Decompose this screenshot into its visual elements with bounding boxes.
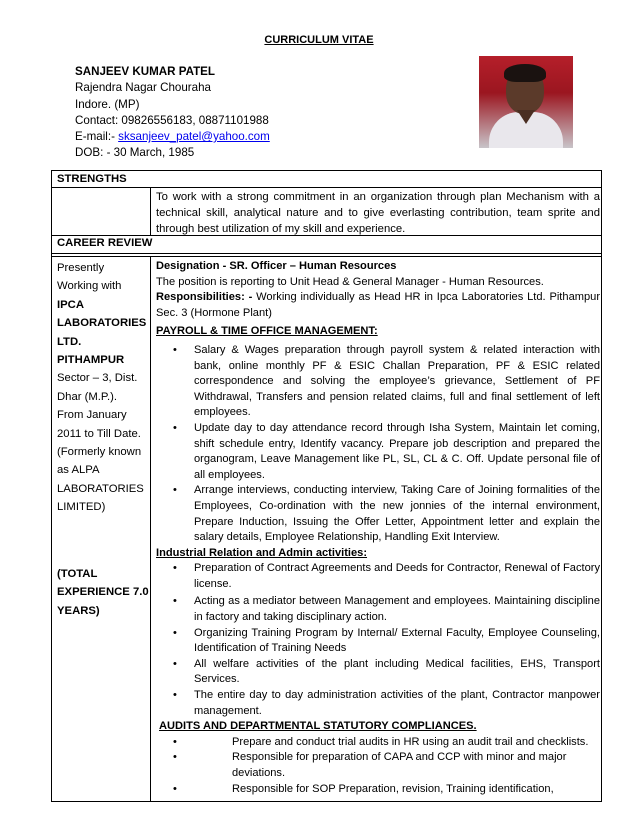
date-of-birth: DOB: - 30 March, 1985: [75, 146, 195, 160]
list-item: • Responsible for SOP Preparation, revision, Training identification,: [156, 782, 600, 798]
list-item: • The entire day to day administration activities of the plant, Contractor manpower management.: [156, 688, 600, 719]
company-location: Sector – 3, Dist. Dhar (M.P.).: [57, 372, 138, 403]
document-title: CURRICULUM VITAE: [264, 34, 374, 46]
contact-numbers: Contact: 09826556183, 08871101988: [75, 113, 269, 127]
company-location-bold: PITHAMPUR: [57, 354, 125, 367]
address-line-1: Rajendra Nagar Chouraha: [75, 81, 211, 95]
responsibilities: [156, 290, 600, 321]
audits-heading: AUDITS AND DEPARTMENTAL STATUTORY COMPLIANCES.: [159, 720, 477, 733]
candidate-name: SANJEEV KUMAR PATEL: [75, 65, 215, 78]
job-details: [156, 259, 600, 797]
list-item: • Prepare and conduct trial audits in HR using an audit trail and checklists.: [156, 735, 600, 751]
responsibilities-label: Responsibilities: -: [156, 291, 257, 304]
list-item: • All welfare activities of the plant including Medical facilities, EHS, Transport Services.: [156, 657, 600, 688]
list-item: • Organizing Training Program by Internal/ External Faculty, Employee Counseling, Identification of Training Needs: [156, 626, 600, 657]
list-item: • Update day to day attendance record through Isha System, Maintain let coming, shift schedule entry, Identify vacancy. Prepare job description and prepared the organogram, Leave Management like PL, SL, CL & C. Off. Update personal file of all employees.: [156, 421, 600, 483]
email-label: E-mail:-: [75, 130, 119, 144]
address-line-2: Indore. (MP): [75, 97, 140, 111]
company-name: IPCA LABORATORIES LTD.: [57, 298, 147, 348]
profile-photo: [479, 56, 573, 148]
working-with-text: Working with: [57, 280, 122, 293]
cv-table: [51, 170, 602, 802]
former-name: (Formerly known as ALPA LABORATORIES LIMITED): [57, 446, 144, 514]
responsibilities-text: Working individually as Head HR in Ipca Laboratories Ltd. Pithampur Sec. 3 (Hormone Plant): [156, 291, 601, 319]
list-item: • Responsible for preparation of CAPA and CCP with minor and major deviations.: [156, 750, 600, 781]
presently-text: Presently: [57, 262, 105, 274]
audits-list: [156, 735, 600, 797]
payroll-heading: PAYROLL & TIME OFFICE MANAGEMENT:: [156, 325, 378, 338]
contact-block: [75, 64, 270, 162]
total-experience: (TOTAL EXPERIENCE 7.0 YEARS): [57, 567, 149, 617]
list-item: • Salary & Wages preparation through payroll system & related interaction with bank, online monthly PF & ESIC Challan Preparation, PF & ESIC related correspondence and solving the employee’s grievance, Settlement of PF Withdrawal, Transfers and pension related claims, full and final settlement of left employees.: [156, 343, 600, 421]
employer-summary: [57, 259, 149, 620]
strengths-text: To work with a strong commitment in an organization through plan Mechanism with a technical skill, analytical nature and to give everlasting contribution, team sprite and through best utilization of my skill and experience.: [156, 191, 600, 235]
email-link[interactable]: sksanjeev_patel@yahoo.com: [118, 130, 270, 144]
strengths-heading: STRENGTHS: [57, 173, 127, 185]
industrial-relations-list: [156, 561, 600, 719]
employment-period: From January 2011 to Till Date.: [57, 409, 141, 440]
email-line: [75, 129, 270, 145]
career-review-heading: CAREER REVIEW: [57, 237, 153, 249]
designation: Designation - SR. Officer – Human Resources: [156, 260, 397, 272]
reporting-line: The position is reporting to Unit Head & General Manager - Human Resources.: [156, 275, 544, 288]
payroll-list: [156, 343, 600, 546]
industrial-relations-heading: Industrial Relation and Admin activities:: [156, 546, 368, 559]
list-item: • Acting as a mediator between Management and employees. Maintaining discipline in factory and taking disciplinary action.: [156, 594, 600, 625]
list-item: • Arrange interviews, conducting interview, Taking Care of Joining formalities of the Employees, Co-ordination with the new jonnies of the internal environment, Prepare Induction, Issuing the Offer Letter, Appointment letter and explain the salary details, Employee Relationship, Handling Exit Interview.: [156, 483, 600, 545]
list-item: • Preparation of Contract Agreements and Deeds for Contractor, Renewal of Factory license.: [156, 561, 600, 592]
